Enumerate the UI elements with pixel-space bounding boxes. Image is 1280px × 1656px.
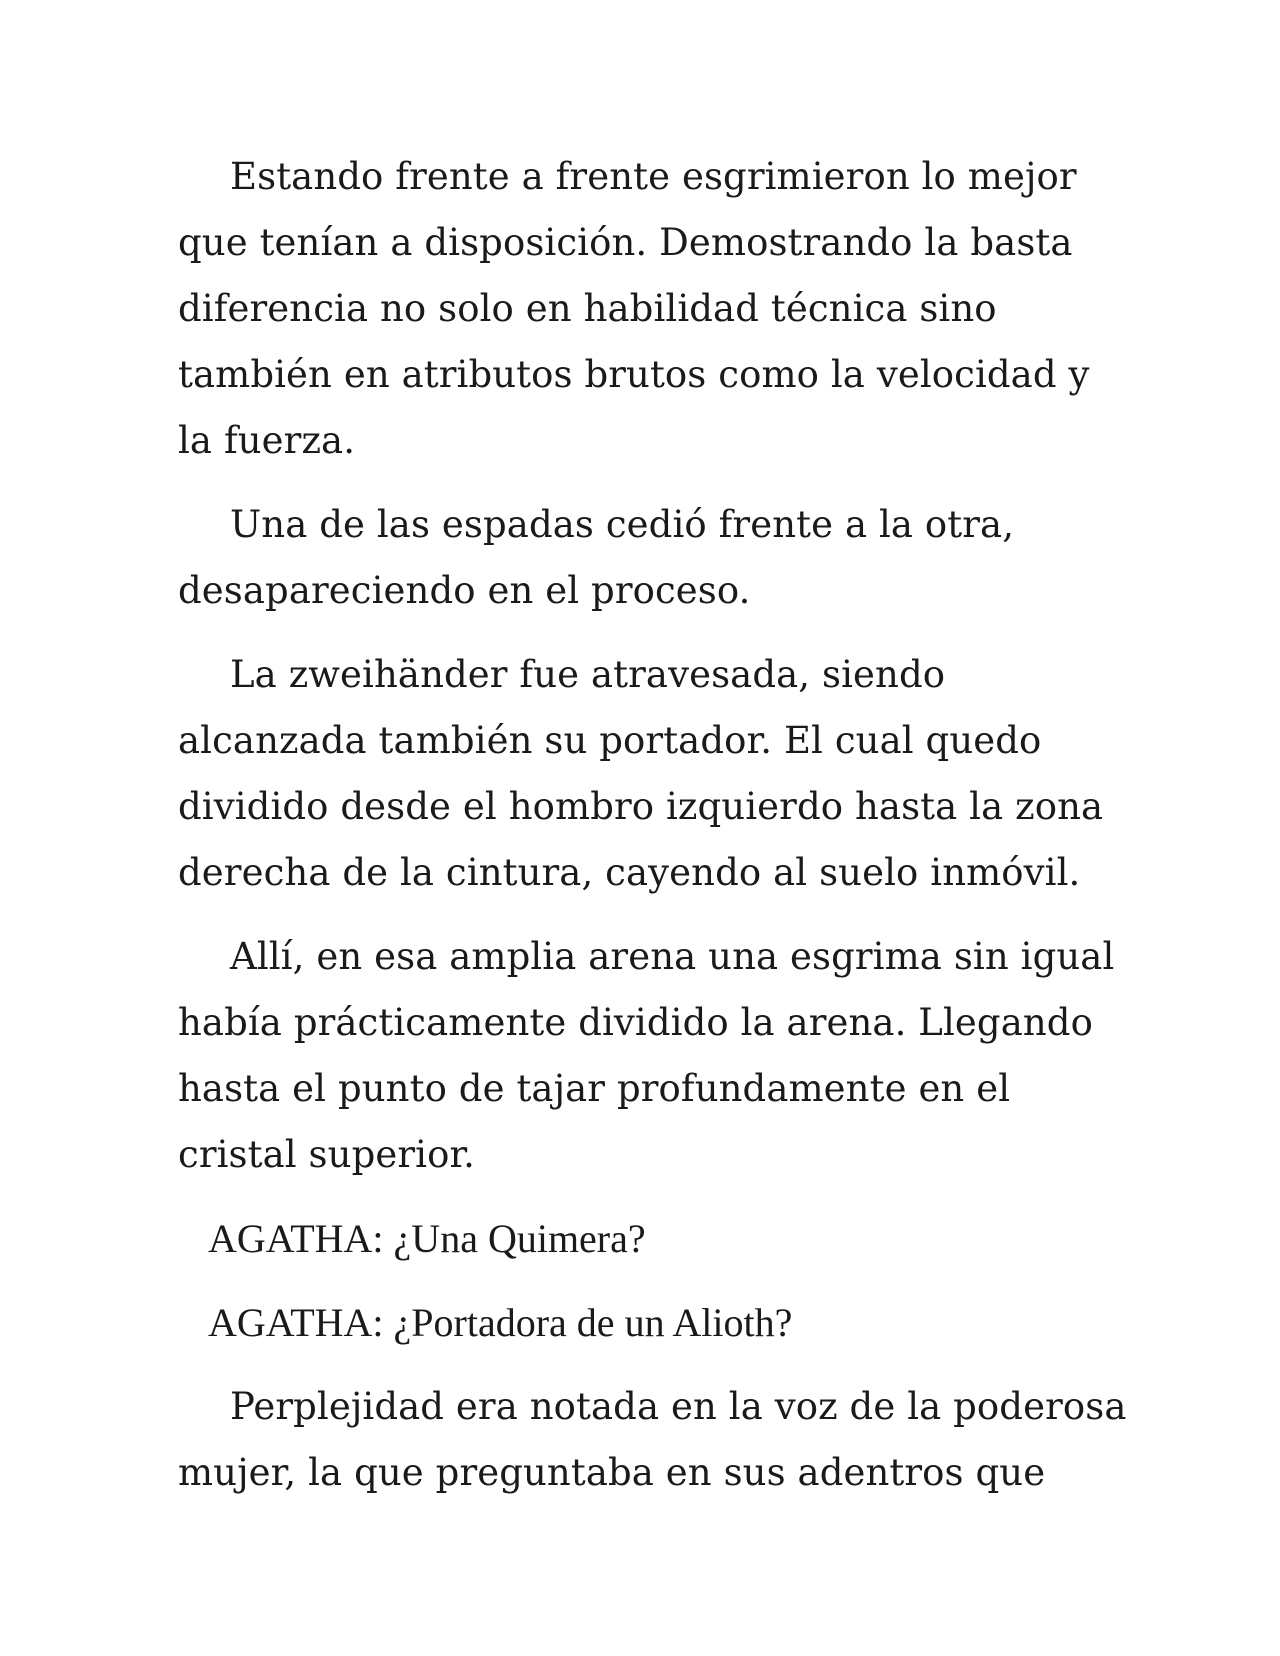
text-line: AGATHA: ¿Portadora de un Alioth? bbox=[208, 1300, 793, 1345]
text-line: cristal superior. bbox=[178, 1133, 476, 1176]
text-line: Estando frente a frente esgrimieron lo mejor bbox=[230, 155, 1077, 198]
text-line: desapareciendo en el proceso. bbox=[178, 569, 751, 612]
paragraph bbox=[178, 144, 1108, 474]
text-line: AGATHA: ¿Una Quimera? bbox=[208, 1216, 646, 1261]
paragraph bbox=[178, 642, 1108, 906]
dialogue-line bbox=[178, 1290, 1108, 1356]
text-line: mujer, la que preguntaba en sus adentros que bbox=[178, 1451, 1046, 1494]
text-line: dividido desde el hombro izquierdo hasta la zona bbox=[178, 785, 1104, 828]
paragraph bbox=[178, 924, 1115, 1188]
text-line: alcanzada también su portador. El cual quedo bbox=[178, 719, 1042, 762]
text-line: la fuerza. bbox=[178, 419, 356, 462]
text-line: también en atributos brutos como la velocidad y bbox=[178, 353, 1090, 396]
text-line: hasta el punto de tajar profundamente en el bbox=[178, 1067, 1011, 1110]
text-line: Perplejidad era notada en la voz de la poderosa bbox=[230, 1385, 1127, 1428]
dialogue-line bbox=[178, 1206, 1108, 1272]
text-line: Una de las espadas cedió frente a la otra, bbox=[230, 503, 1015, 546]
text-line: La zweihänder fue atravesada, siendo bbox=[230, 653, 946, 696]
text-line: Allí, en esa amplia arena una esgrima sin igual bbox=[230, 935, 1115, 978]
text-line: derecha de la cintura, cayendo al suelo inmóvil. bbox=[178, 851, 1081, 894]
body-text bbox=[178, 144, 1127, 1524]
text-line: diferencia no solo en habilidad técnica sino bbox=[178, 287, 997, 330]
paragraph bbox=[178, 492, 1108, 624]
paragraph bbox=[178, 1374, 1127, 1506]
text-line: que tenían a disposición. Demostrando la basta bbox=[178, 221, 1073, 264]
text-line: había prácticamente dividido la arena. Llegando bbox=[178, 1001, 1093, 1044]
